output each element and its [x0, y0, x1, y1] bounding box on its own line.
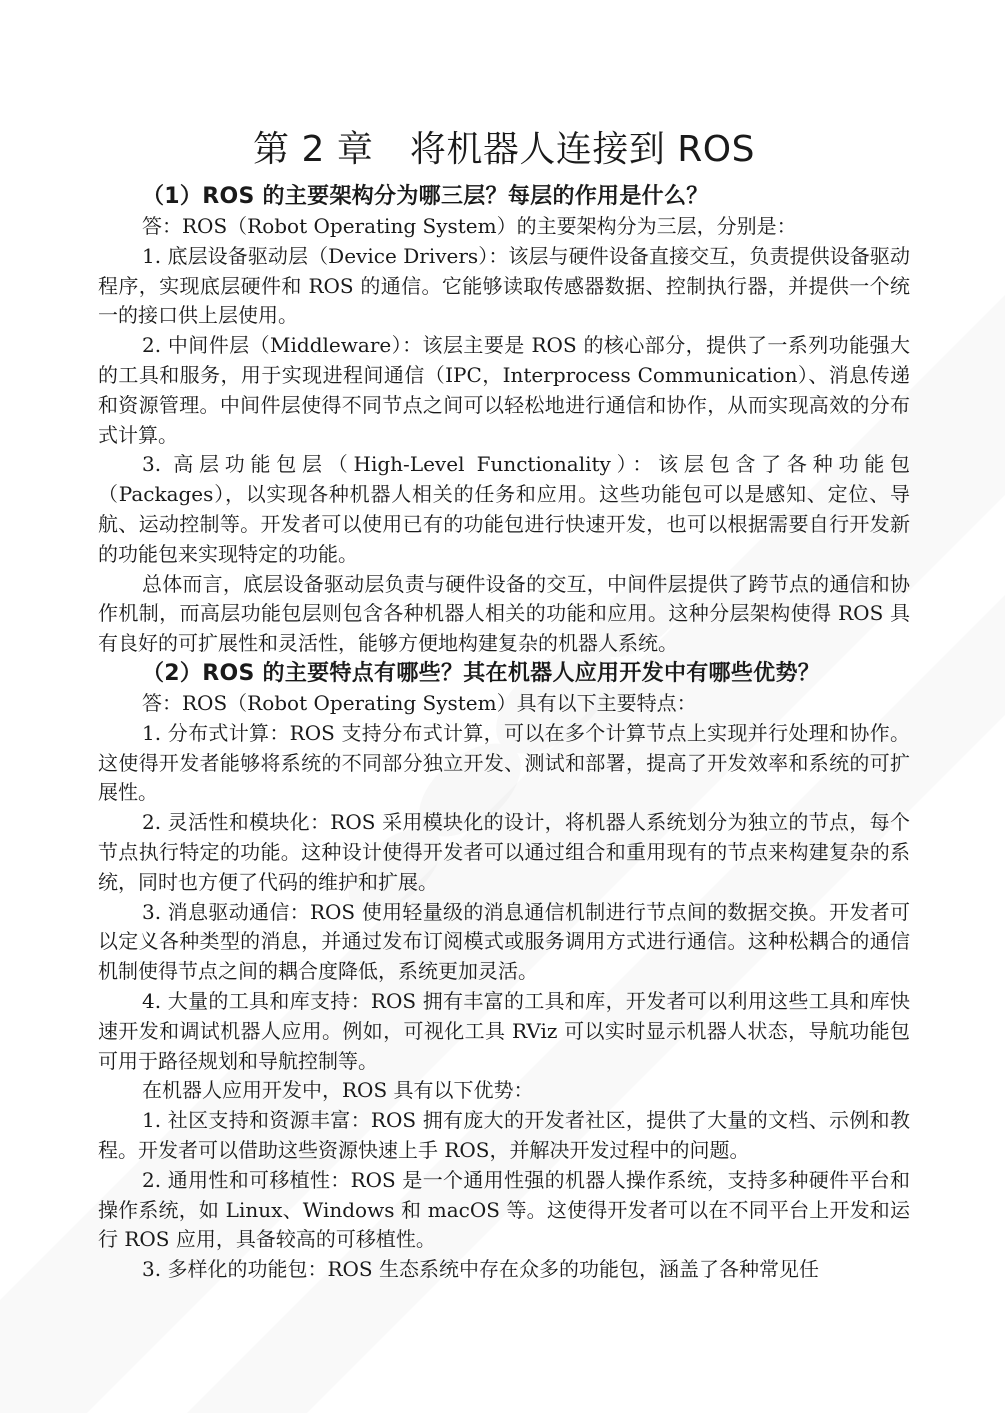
answer-paragraph: 1. 分布式计算：ROS 支持分布式计算，可以在多个计算节点上实现并行处理和协作。这使得开发者能够将系统的不同部分独立开发、测试和部署，提高了开发效率和系统的可扩展性。 [98, 720, 910, 805]
chapter-title: 第 2 章 将机器人连接到 ROS [253, 129, 755, 170]
answer-paragraph: 在机器人应用开发中，ROS 具有以下优势： [142, 1078, 534, 1103]
answer-paragraph: 答：ROS（Robot Operating System）具有以下主要特点： [142, 690, 697, 715]
answer-paragraph: 2. 中间件层（Middleware）：该层主要是 ROS 的核心部分，提供了一系列功能强大的工具和服务，用于实现进程间通信（IPC，Interprocess Communication）、消息传递和资源管理。中间件层使得不同节点之间可以轻松地进行通信和协作，从而实现高效的分布式计算。 [98, 333, 910, 447]
answer-paragraph: 4. 大量的工具和库支持：ROS 拥有丰富的工具和库，开发者可以利用这些工具和库快速开发和调试机器人应用。例如，可视化工具 RViz 可以实时显示机器人状态，导航功能包可用于路径规划和导航控制等。 [98, 988, 910, 1073]
answer-paragraph: 2. 灵活性和模块化：ROS 采用模块化的设计，将机器人系统划分为独立的节点，每个节点执行特定的功能。这种设计使得开发者可以通过组合和重用现有的节点来构建复杂的系统，同时也方便了代码的维护和扩展。 [98, 810, 910, 894]
answer-paragraph: 1. 底层设备驱动层（Device Drivers）：该层与硬件设备直接交互，负责提供设备驱动程序，实现底层硬件和 ROS 的通信。它能够读取传感器数据、控制执行器，并提供一个统一的接口供上层使用。 [98, 243, 910, 328]
main-content [98, 126, 910, 1285]
section-2 [98, 659, 910, 1285]
answer-paragraph: 总体而言，底层设备驱动层负责与硬件设备的交互，中间件层提供了跨节点的通信和协作机制，而高层功能包层则包含各种机器人相关的功能和应用。这种分层架构使得 ROS 具有良好的可扩展性和灵活性，能够方便地构建复杂的机器人系统。 [98, 571, 910, 656]
question-heading: （1）ROS 的主要架构分为哪三层？每层的作用是什么？ [142, 184, 709, 209]
question-heading: （2）ROS 的主要特点有哪些？其在机器人应用开发中有哪些优势？ [142, 660, 821, 686]
section-1 [98, 182, 910, 659]
answer-paragraph: 3. 消息驱动通信：ROS 使用轻量级的消息通信机制进行节点间的数据交换。开发者可以定义各种类型的消息，并通过发布订阅模式或服务调用方式进行通信。这种松耦合的通信机制使得节点之间的耦合度降低，系统更加灵活。 [98, 899, 910, 984]
answer-paragraph: 答：ROS（Robot Operating System）的主要架构分为三层，分别是： [142, 214, 797, 238]
answer-paragraph: 3. 高层功能包层（High-Level Functionality）：该层包含了各种功能包（Packages），以实现各种机器人相关的任务和应用。这些功能包可以是感知、定位、导航、运动控制等。开发者可以使用已有的功能包进行快速开发，也可以根据需要自行开发新的功能包来实现特定的功能。 [98, 452, 910, 566]
answer-paragraph: 3. 多样化的功能包：ROS 生态系统中存在众多的功能包，涵盖了各种常见任 [142, 1257, 819, 1282]
answer-paragraph: 2. 通用性和可移植性：ROS 是一个通用性强的机器人操作系统，支持多种硬件平台和操作系统，如 Linux、Windows 和 macOS 等。这使得开发者可以在不同平台上开发和运行 ROS 应用，具备较高的可移植性。 [98, 1167, 910, 1252]
answer-paragraph: 1. 社区支持和资源丰富：ROS 拥有庞大的开发者社区，提供了大量的文档、示例和教程。开发者可以借助这些资源快速上手 ROS，并解决开发过程中的问题。 [98, 1108, 910, 1162]
